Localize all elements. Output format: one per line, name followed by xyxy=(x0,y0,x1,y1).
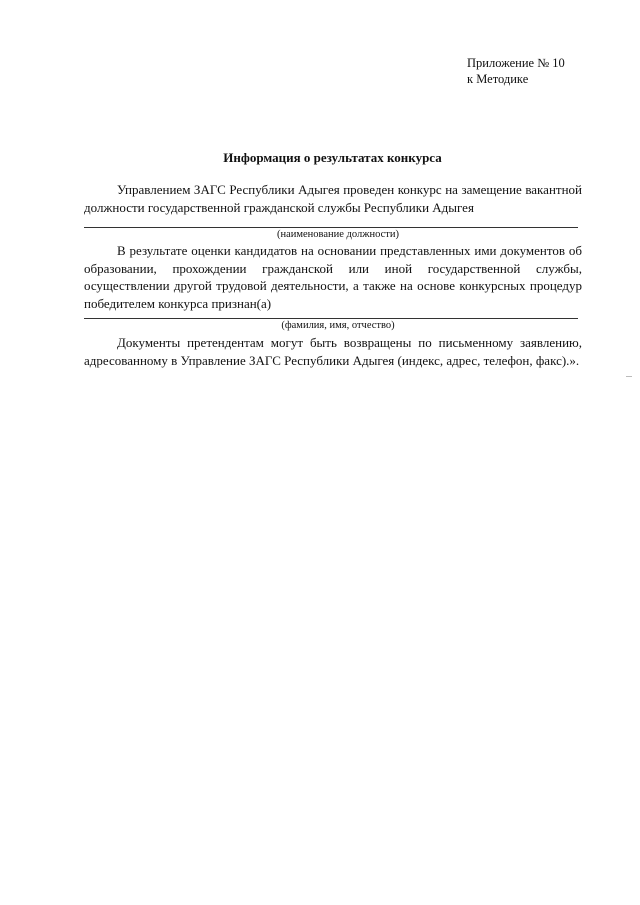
position-blank-line xyxy=(84,227,578,228)
appendix-reference: к Методике xyxy=(467,72,529,86)
paragraph-documents-return: Документы претендентам могут быть возвращены по письменному заявлению, адресованному в Управление ЗАГС Республики Адыгея (индекс, адрес, телефон, факс).». xyxy=(84,335,582,368)
appendix-number: Приложение № 10 xyxy=(467,56,565,70)
position-caption: (наименование должности) xyxy=(276,229,400,240)
name-caption: (фамилия, имя, отчество) xyxy=(281,320,395,331)
margin-mark xyxy=(626,376,632,377)
paragraph-results: В результате оценки кандидатов на основании представленных ими документов об образовании, прохождении гражданской или иной государственной службы, осуществлении другой трудовой деятельности, а также на основе конкурсных процедур победителем конкурса признан(а) xyxy=(84,243,582,311)
paragraph-competition: Управлением ЗАГС Республики Адыгея проведен конкурс на замещение вакантной должности государственной гражданской службы Республики Адыгея xyxy=(84,182,582,215)
appendix-header xyxy=(467,55,565,87)
name-blank-line xyxy=(84,318,578,319)
document-title: Информация о результатах конкурса xyxy=(223,150,442,165)
